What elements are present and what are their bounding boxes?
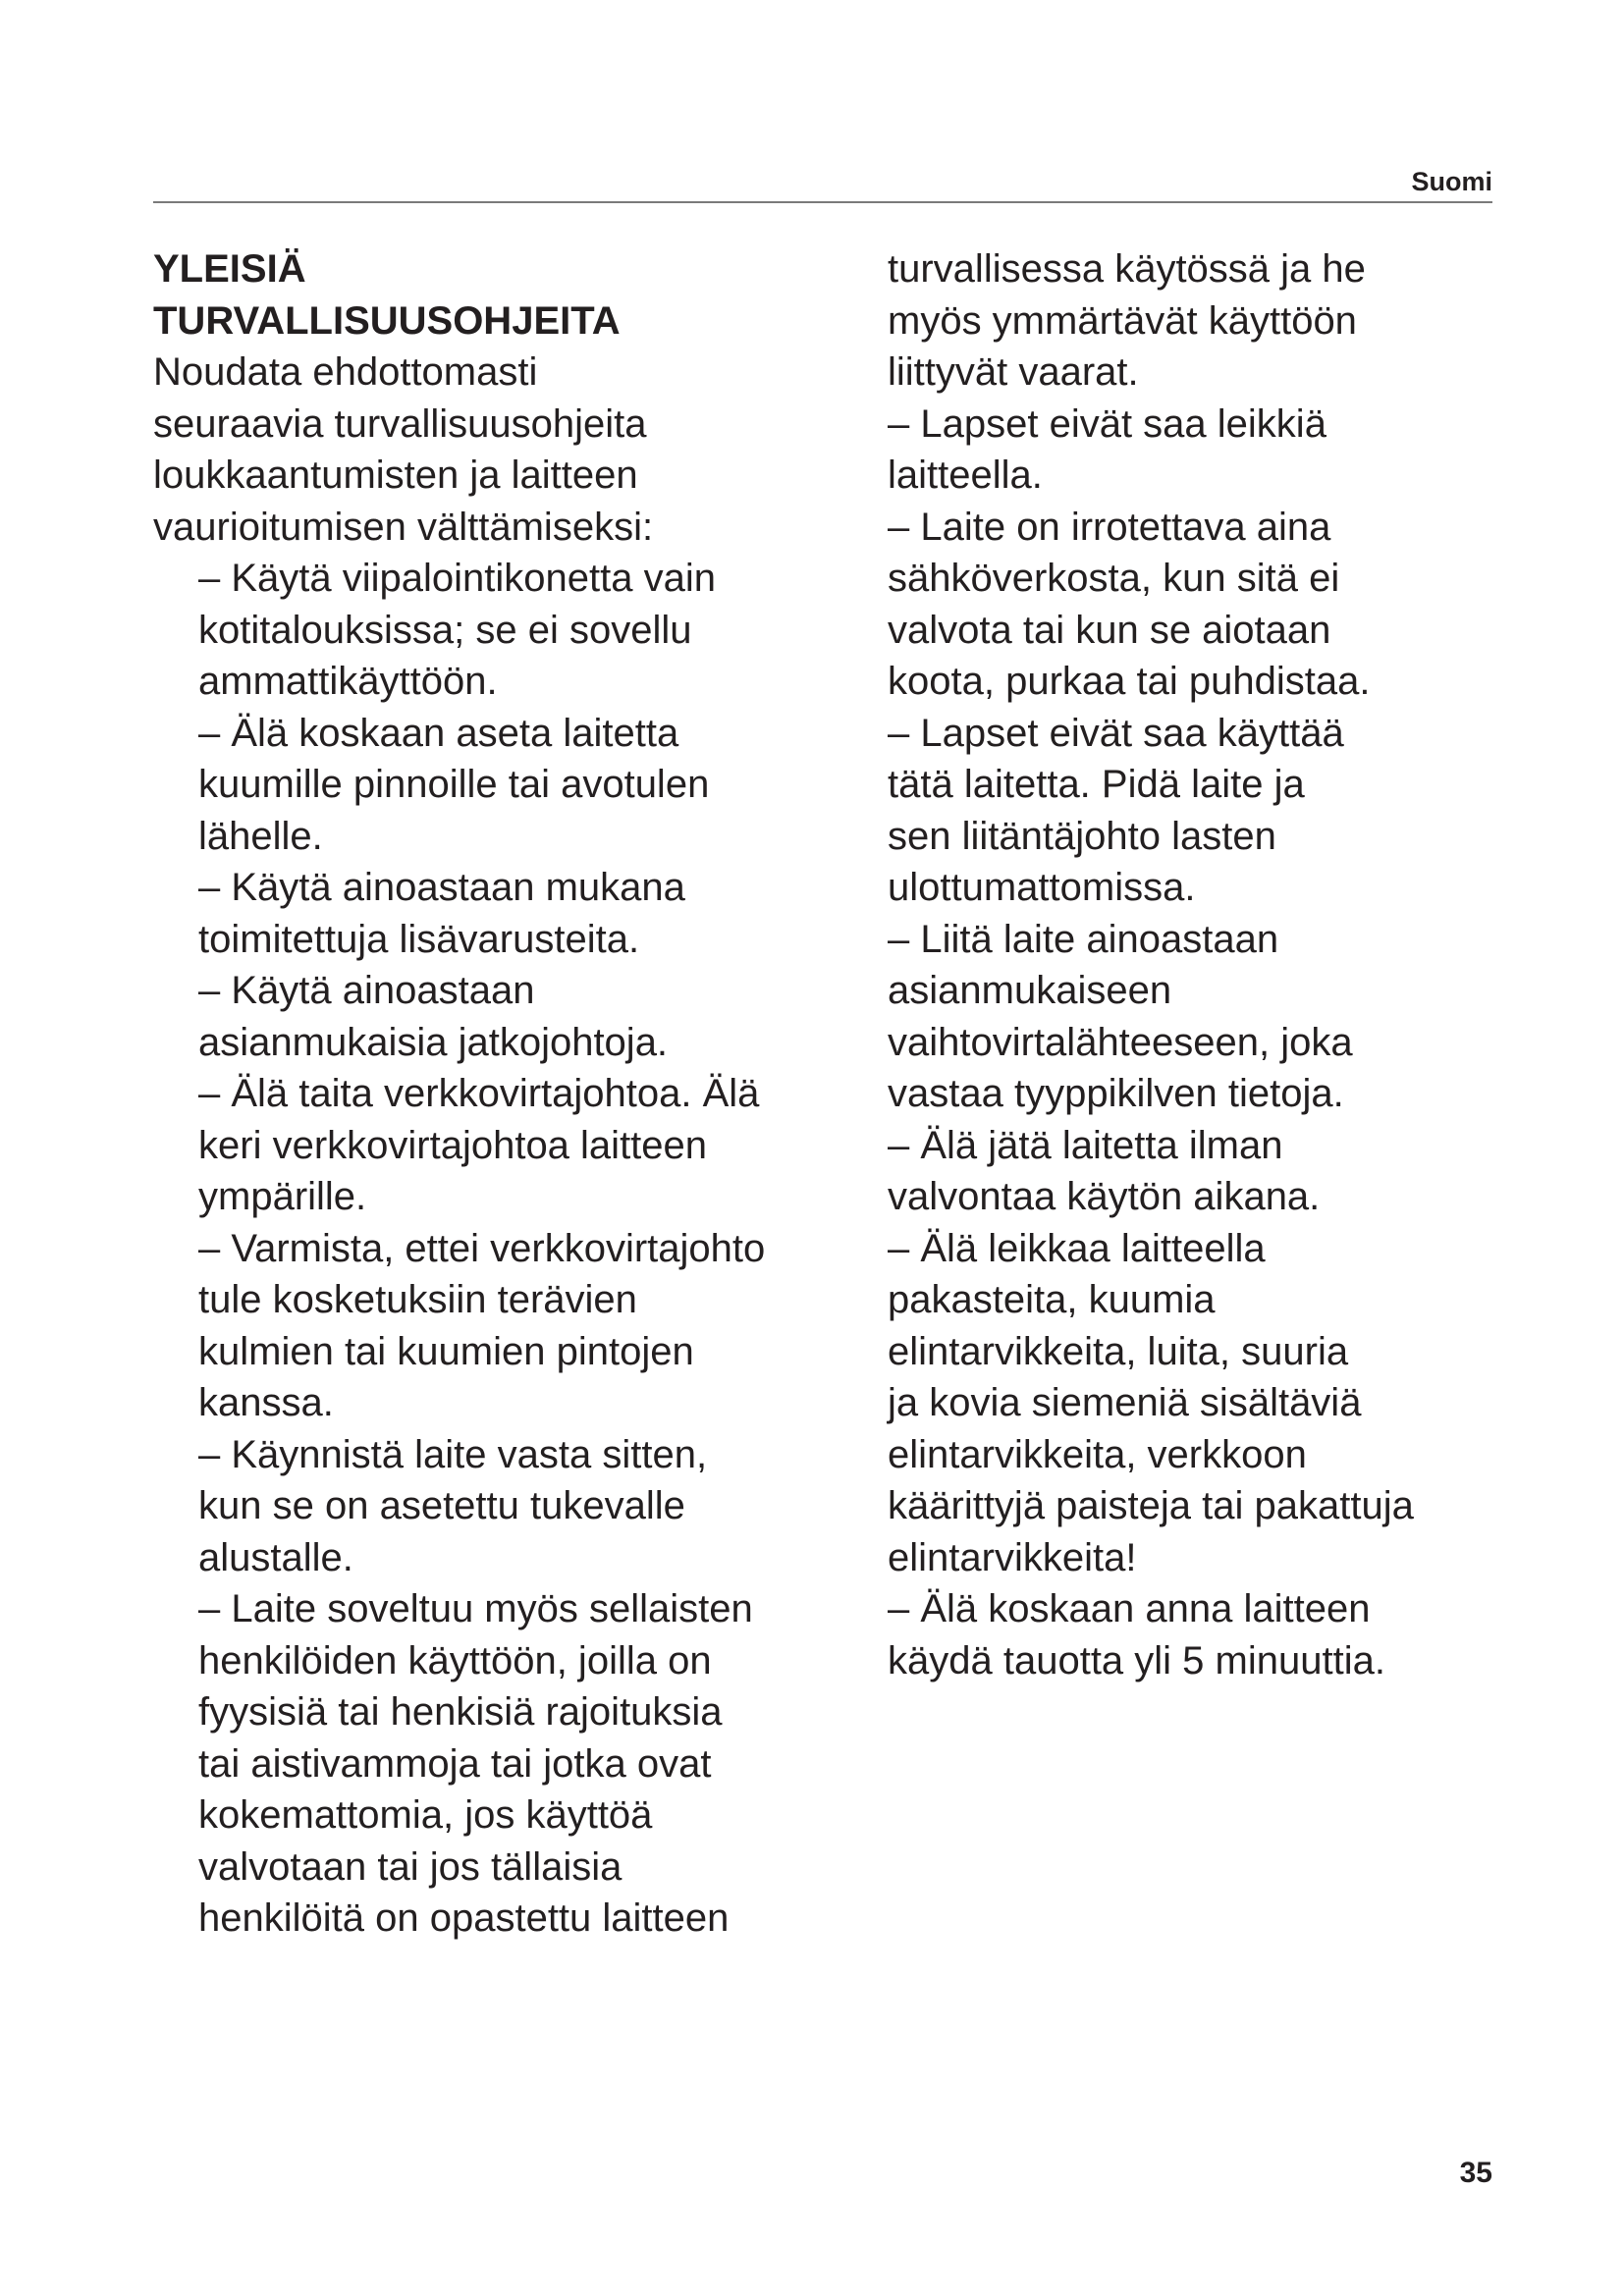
- instruction-line: liittyvät vaarat.: [888, 350, 1139, 394]
- instruction-line: vastaa tyyppikilven tietoja.: [888, 1072, 1344, 1115]
- intro-line: Noudata ehdottomasti: [153, 350, 538, 394]
- instruction-line: henkilöitä on opastettu laitteen: [198, 1896, 730, 1940]
- instruction-line: kulmien tai kuumien pintojen: [198, 1329, 694, 1373]
- instruction-line: – Älä koskaan anna laitteen: [888, 1587, 1371, 1630]
- safety-instruction: [888, 1120, 1496, 1223]
- instruction-line: toimitettuja lisävarusteita.: [198, 917, 640, 961]
- instruction-line: – Lapset eivät saa käyttää: [888, 711, 1344, 755]
- instruction-line: tule kosketuksiin terävien: [198, 1278, 637, 1321]
- instruction-line: ympärille.: [198, 1175, 367, 1218]
- instruction-line: ammattikäyttöön.: [198, 660, 498, 703]
- instruction-line: valvontaa käytön aikana.: [888, 1175, 1321, 1218]
- instruction-line: kuumille pinnoille tai avotulen: [198, 763, 710, 806]
- intro-line: vaurioitumisen välttämiseksi:: [153, 505, 654, 549]
- right-column: [888, 243, 1496, 1686]
- language-label: Suomi: [1411, 167, 1492, 196]
- section-title-line: YLEISIÄ: [153, 247, 306, 291]
- safety-instruction: [888, 1583, 1496, 1686]
- instruction-line: myös ymmärtävät käyttöön: [888, 298, 1357, 343]
- left-safety-list: [153, 553, 860, 1945]
- instruction-line: ja kovia siemeniä sisältäviä: [888, 1381, 1362, 1424]
- safety-instruction: [198, 1068, 860, 1223]
- instruction-line: kanssa.: [198, 1381, 334, 1424]
- instruction-line: – Älä jätä laitetta ilman: [888, 1123, 1283, 1167]
- right-safety-list: [888, 243, 1496, 1686]
- safety-instruction: [198, 1223, 860, 1429]
- page-number: 35: [1459, 2157, 1492, 2189]
- instruction-line: asianmukaiseen: [888, 969, 1172, 1012]
- instruction-line: sen liitäntäjohto lasten: [888, 814, 1276, 858]
- instruction-line: vaihtovirtalähteeseen, joka: [888, 1020, 1353, 1064]
- instruction-line: – Liitä laite ainoastaan: [888, 917, 1279, 961]
- intro-line: loukkaantumisten ja laitteen: [153, 454, 638, 497]
- instruction-line: – Lapset eivät saa leikkiä: [888, 401, 1326, 446]
- instruction-line: valvotaan tai jos tällaisia: [198, 1844, 623, 1889]
- instruction-line: tätä laitetta. Pidä laite ja: [888, 763, 1305, 806]
- instruction-line: elintarvikkeita, luita, suuria: [888, 1329, 1349, 1373]
- safety-instruction: [198, 708, 860, 863]
- instruction-line: fyysisiä tai henkisiä rajoituksia: [198, 1690, 723, 1734]
- instruction-line: lähelle.: [198, 814, 323, 858]
- instruction-line: – Käytä ainoastaan: [198, 969, 535, 1012]
- safety-instruction: [198, 553, 860, 708]
- instruction-line: asianmukaisia jatkojohtoja.: [198, 1020, 669, 1064]
- instruction-line: – Älä taita verkkovirtajohtoa. Älä: [198, 1072, 760, 1115]
- intro-line: seuraavia turvallisuusohjeita: [153, 401, 647, 446]
- instruction-line: – Laite on irrotettava aina: [888, 505, 1331, 549]
- instruction-line: sähköverkosta, kun sitä ei: [888, 557, 1340, 600]
- instruction-line: alustalle.: [198, 1535, 353, 1579]
- instruction-line: koota, purkaa tai puhdistaa.: [888, 660, 1371, 703]
- safety-instruction: [888, 502, 1496, 708]
- safety-instruction: [888, 914, 1496, 1120]
- instruction-line: elintarvikkeita!: [888, 1535, 1137, 1579]
- instruction-line: – Älä leikkaa laitteella: [888, 1226, 1266, 1270]
- safety-instruction: [888, 1223, 1496, 1584]
- safety-instruction: [888, 708, 1496, 914]
- instruction-line: keri verkkovirtajohtoa laitteen: [198, 1123, 708, 1167]
- left-column: [153, 243, 860, 1945]
- instruction-line: – Käytä ainoastaan mukana: [198, 866, 685, 909]
- instruction-line: valvota tai kun se aiotaan: [888, 608, 1331, 652]
- safety-instruction: [198, 1429, 860, 1584]
- header-rule: [153, 201, 1492, 203]
- instruction-line: käärittyjä paisteja tai pakattuja: [888, 1484, 1414, 1527]
- safety-instruction: [888, 399, 1496, 502]
- instruction-line: kokemattomia, jos käyttöä: [198, 1793, 653, 1837]
- intro-paragraph: [153, 347, 860, 553]
- instruction-line: – Varmista, ettei verkkovirtajohto: [198, 1226, 766, 1270]
- instruction-line: kotitalouksissa; se ei sovellu: [198, 608, 692, 652]
- instruction-line: käydä tauotta yli 5 minuuttia.: [888, 1638, 1385, 1682]
- instruction-line: – Käynnistä laite vasta sitten,: [198, 1432, 708, 1476]
- instruction-line: kun se on asetettu tukevalle: [198, 1484, 685, 1527]
- instruction-line: henkilöiden käyttöön, joilla on: [198, 1638, 712, 1682]
- section-title: [153, 243, 860, 347]
- instruction-line: – Käytä viipalointikonetta vain: [198, 557, 716, 600]
- safety-instruction: [198, 862, 860, 965]
- safety-instruction: [198, 965, 860, 1068]
- instruction-line: laitteella.: [888, 454, 1043, 497]
- instruction-line: tai aistivammoja tai jotka ovat: [198, 1741, 712, 1786]
- instruction-line: ulottumattomissa.: [888, 866, 1196, 909]
- instruction-line: pakasteita, kuumia: [888, 1278, 1216, 1321]
- safety-instruction: [888, 243, 1496, 399]
- instruction-line: – Älä koskaan aseta laitetta: [198, 711, 679, 755]
- section-title-line: TURVALLISUUSOHJEITA: [153, 298, 621, 343]
- instruction-line: turvallisessa käytössä ja he: [888, 247, 1366, 291]
- instruction-line: – Laite soveltuu myös sellaisten: [198, 1587, 753, 1630]
- instruction-line: elintarvikkeita, verkkoon: [888, 1432, 1307, 1476]
- safety-instruction: [198, 1583, 860, 1945]
